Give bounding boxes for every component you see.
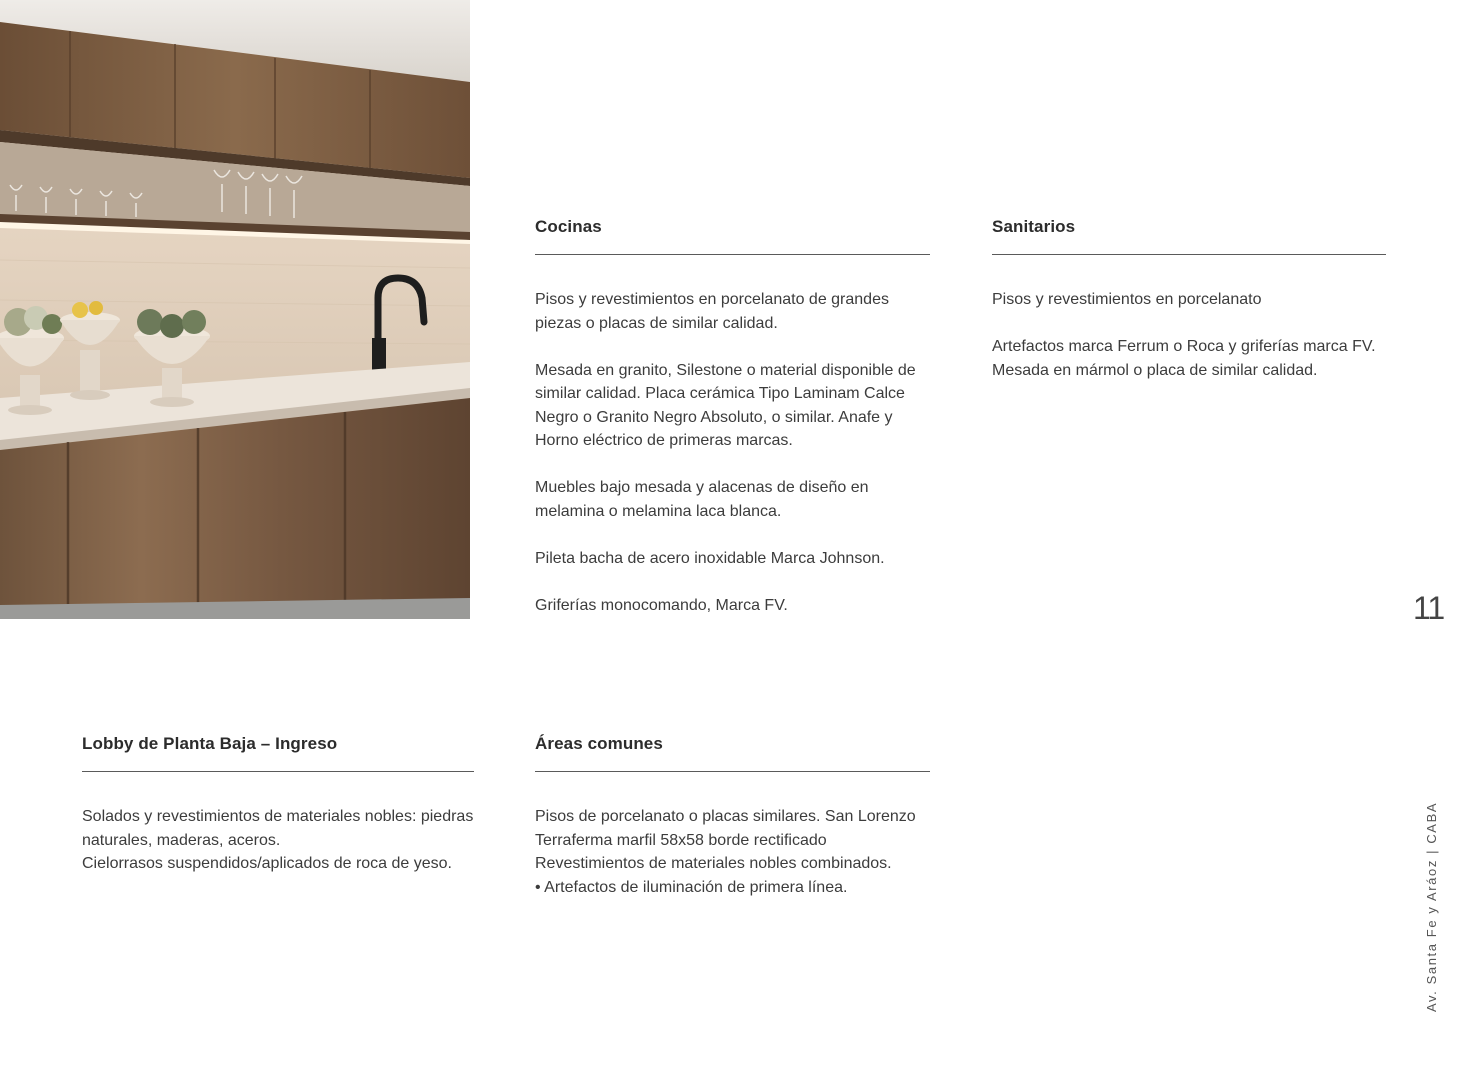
section-body xyxy=(535,288,930,617)
divider xyxy=(82,771,474,772)
section-lobby xyxy=(82,733,474,876)
divider xyxy=(535,771,930,772)
paragraph: • Artefactos de iluminación de primera línea. xyxy=(535,878,848,896)
paragraph: Pisos y revestimientos en porcelanato de grandes piezas o placas de similar calidad. xyxy=(535,291,889,332)
section-title: Cocinas xyxy=(535,217,602,236)
divider xyxy=(535,254,930,255)
address-label: Av. Santa Fe y Aráoz | CABA xyxy=(1424,801,1439,1012)
section-title: Áreas comunes xyxy=(535,734,663,753)
section-areas-comunes xyxy=(535,733,930,899)
section-body xyxy=(992,288,1386,382)
page-number: 11 xyxy=(1413,590,1445,626)
paragraph: Artefactos marca Ferrum o Roca y griferías marca FV. xyxy=(992,338,1376,355)
paragraph: Pisos de porcelanato o placas similares. San Lorenzo Terraferma marfil 58x58 borde rectificado xyxy=(535,808,916,849)
section-title: Sanitarios xyxy=(992,217,1076,236)
paragraph: Cielorrasos suspendidos/aplicados de roca de yeso. xyxy=(82,855,452,872)
section-body xyxy=(535,805,930,899)
paragraph: Mesada en granito, Silestone o material disponible de similar calidad. Placa cerámica Tipo Laminam Calce Negro o Granito Negro Absoluto, o similar. Anafe y Horno eléctrico de primeras marcas. xyxy=(535,361,916,449)
paragraph: Revestimientos de materiales nobles combinados. xyxy=(535,855,892,872)
paragraph: Muebles bajo mesada y alacenas de diseño en melamina o melamina laca blanca. xyxy=(535,479,869,520)
section-cocinas xyxy=(535,216,930,641)
paragraph: Pileta bacha de acero inoxidable Marca Johnson. xyxy=(535,549,885,567)
kitchen-photo xyxy=(0,0,470,619)
section-body xyxy=(82,805,474,876)
section-sanitarios xyxy=(992,216,1386,406)
paragraph: Mesada en mármol o placa de similar calidad. xyxy=(992,361,1318,379)
paragraph: Griferías monocomando, Marca FV. xyxy=(535,596,788,614)
paragraph: Solados y revestimientos de materiales nobles: piedras naturales, maderas, aceros. xyxy=(82,808,474,849)
section-title: Lobby de Planta Baja – Ingreso xyxy=(82,734,338,753)
paragraph: Pisos y revestimientos en porcelanato xyxy=(992,291,1262,308)
divider xyxy=(992,254,1386,255)
